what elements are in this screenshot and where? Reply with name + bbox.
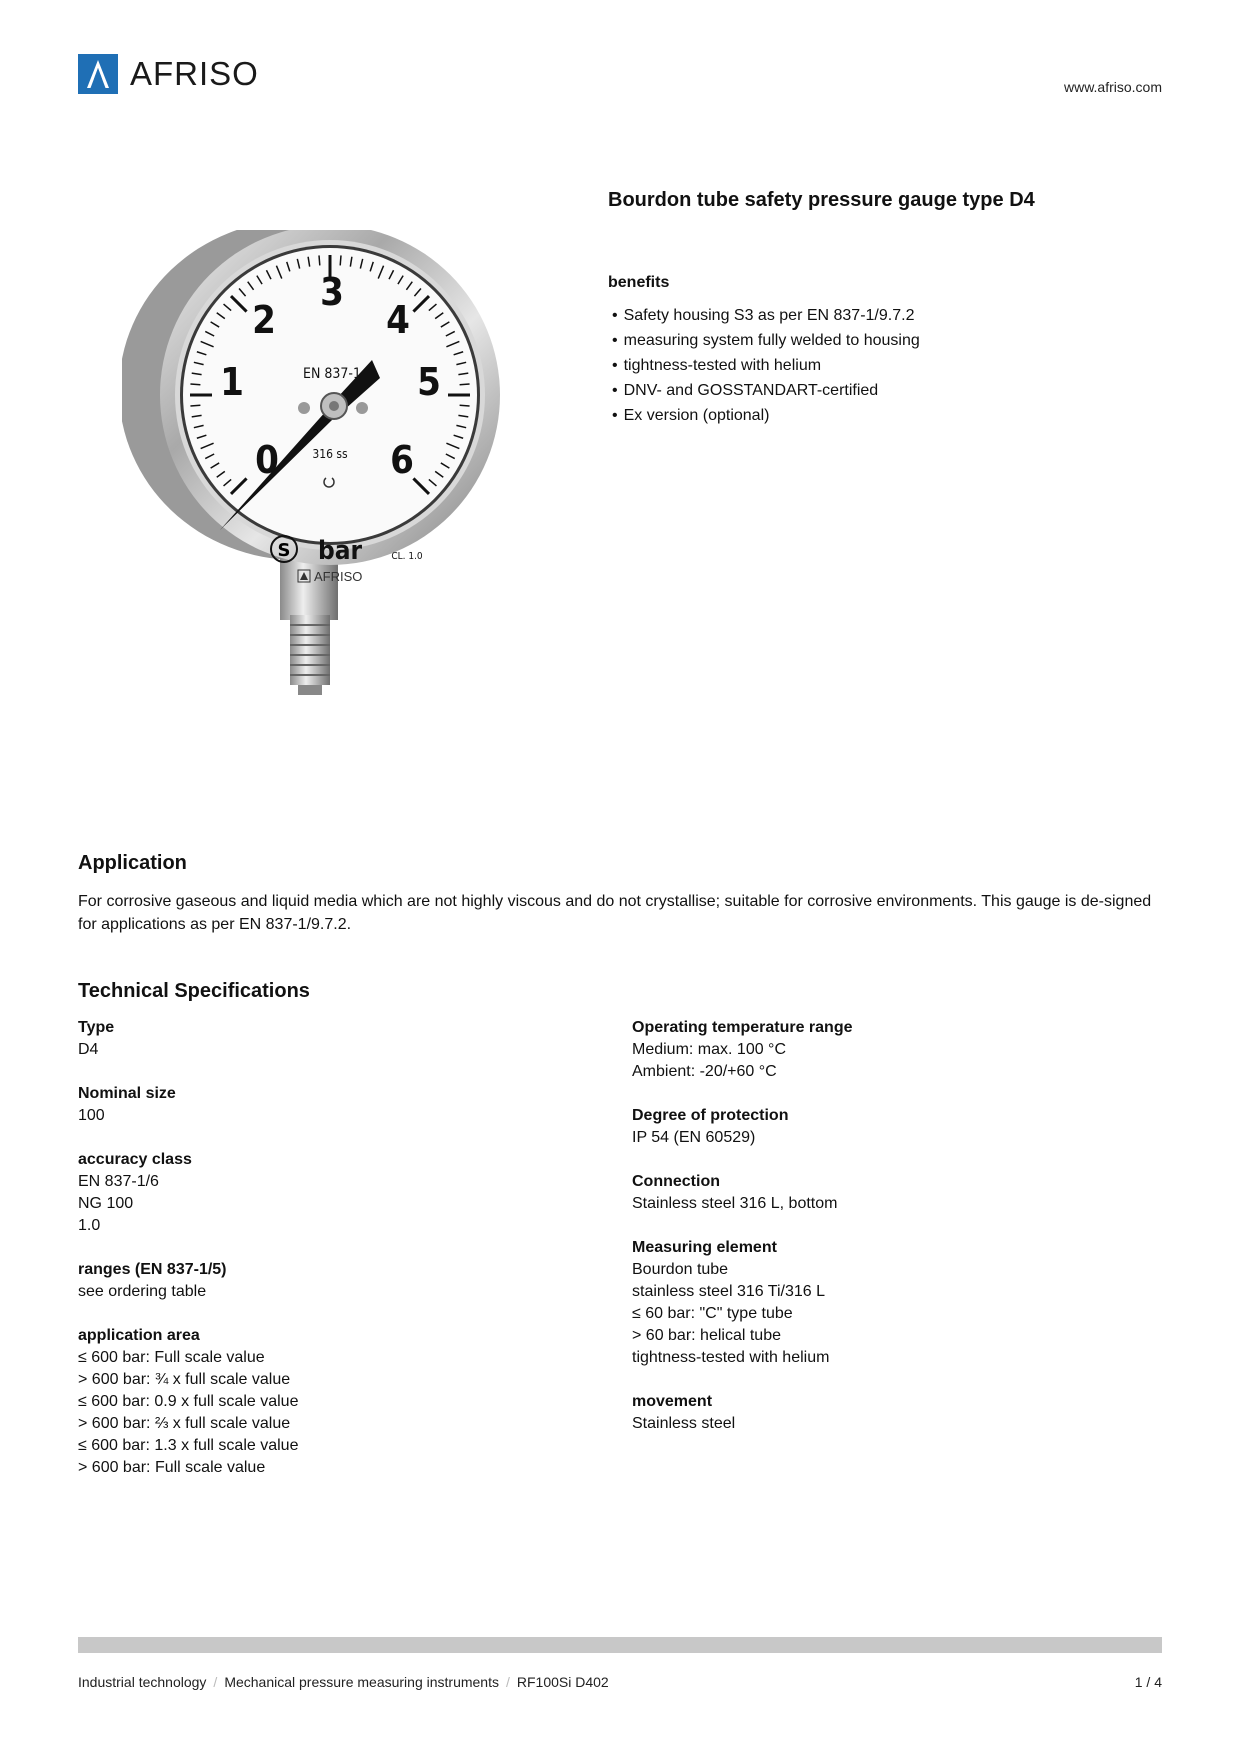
breadcrumb-item[interactable]: Mechanical pressure measuring instruments — [224, 1674, 499, 1690]
spec-label: Connection — [632, 1173, 720, 1190]
dial-standard: EN 837-1 — [303, 366, 361, 382]
dial-number-5: 5 — [417, 360, 441, 404]
website-link[interactable]: www.afriso.com — [1063, 79, 1162, 95]
specs-heading: Technical Specifications — [78, 980, 310, 1002]
spec-value: ≤ 600 bar: Full scale value — [78, 1349, 265, 1366]
spec-value: Bourdon tube — [632, 1261, 729, 1278]
dial-tick — [340, 255, 341, 265]
breadcrumb — [78, 1674, 609, 1690]
breadcrumb-separator: / — [213, 1674, 218, 1690]
spec-value: Medium: max. 100 °C — [632, 1041, 787, 1058]
dial-tick — [190, 405, 200, 406]
spec-label: ranges (EN 837-1/5) — [78, 1261, 227, 1278]
benefit-item: • DNV- and GOSSTANDART-certified — [612, 378, 920, 403]
dial-safety-symbol: S — [277, 540, 291, 561]
spec-degree-of-protection — [632, 1105, 1132, 1149]
dial-number-3: 3 — [320, 270, 344, 314]
spec-value: tightness-tested with helium — [632, 1349, 830, 1366]
dial-material: 316 ss — [312, 447, 348, 461]
product-title: Bourdon tube safety pressure gauge type D4 — [608, 189, 1035, 211]
dial-class: CL. 1.0 — [391, 551, 423, 562]
spec-connection — [632, 1171, 1132, 1215]
spec-label: Type — [78, 1019, 115, 1036]
dial-tick — [319, 255, 320, 265]
spec-operating-temperature — [632, 1017, 1132, 1083]
benefit-item: • Ex version (optional) — [612, 403, 920, 428]
spec-value: ≤ 600 bar: 1.3 x full scale value — [78, 1437, 299, 1454]
spec-label: Operating temperature range — [632, 1019, 853, 1036]
spec-nominal-size — [78, 1083, 578, 1127]
breadcrumb-separator: / — [506, 1674, 510, 1690]
spec-value: EN 837-1/6 — [78, 1173, 159, 1190]
spec-value: Ambient: -20/+60 °C — [632, 1063, 777, 1080]
spec-measuring-element — [632, 1237, 1132, 1369]
spec-ranges — [78, 1259, 578, 1303]
benefits-heading: benefits — [608, 274, 670, 291]
dial-brand: AFRISO — [314, 569, 363, 584]
spec-value: 100 — [78, 1107, 105, 1124]
pressure-gauge-image — [122, 230, 522, 770]
spec-value: IP 54 (EN 60529) — [632, 1129, 756, 1146]
spec-movement — [632, 1391, 1132, 1435]
spec-value: ≤ 60 bar: "C" type tube — [632, 1305, 793, 1322]
application-text: For corrosive gaseous and liquid media which are not highly viscous and do not crystallise; suitable for corrosive environments. This gauge is de-signed for applications as per EN 837-1/9.7.2. — [78, 893, 1152, 933]
benefit-item: • Safety housing S3 as per EN 837-1/9.7.2 — [612, 303, 920, 328]
page-number: 1 / 4 — [1134, 1674, 1162, 1690]
dial-unit: bar — [317, 536, 363, 566]
spec-value: > 600 bar: ¾ x full scale value — [78, 1371, 291, 1388]
dial-number-2: 2 — [252, 298, 276, 342]
specs-left-column — [78, 1017, 578, 1501]
spec-value: > 600 bar: ⅔ x full scale value — [78, 1415, 291, 1432]
breadcrumb-item[interactable]: Industrial technology — [78, 1674, 207, 1690]
afriso-logo-icon — [78, 54, 118, 94]
dial-number-6: 6 — [390, 438, 414, 482]
specs-right-column — [632, 1017, 1132, 1457]
breadcrumb-item[interactable]: RF100Si D402 — [516, 1674, 609, 1690]
dial-number-0: 0 — [255, 438, 279, 482]
spec-value: ≤ 600 bar: 0.9 x full scale value — [78, 1393, 299, 1410]
spec-label: Degree of protection — [632, 1107, 789, 1124]
spec-type — [78, 1017, 578, 1061]
dial-tick — [190, 384, 200, 385]
spec-value: 1.0 — [78, 1217, 101, 1234]
spec-label: accuracy class — [78, 1151, 192, 1168]
spec-value: Stainless steel 316 L, bottom — [632, 1195, 838, 1212]
spec-label: Nominal size — [78, 1085, 176, 1102]
dial-number-4: 4 — [386, 298, 410, 342]
spec-value: stainless steel 316 Ti/316 L — [632, 1283, 826, 1300]
spec-label: Measuring element — [632, 1239, 777, 1256]
benefits-list — [612, 303, 920, 428]
brand-name: AFRISO — [130, 55, 259, 92]
spec-label: application area — [78, 1327, 200, 1344]
spec-value: see ordering table — [78, 1283, 207, 1300]
spec-application-area — [78, 1325, 578, 1479]
dial-tick — [460, 405, 470, 406]
brand-logo[interactable] — [78, 54, 259, 94]
spec-value: D4 — [78, 1041, 99, 1058]
spec-value: Stainless steel — [632, 1415, 736, 1432]
spec-value: > 60 bar: helical tube — [632, 1327, 781, 1344]
spec-accuracy-class — [78, 1149, 578, 1237]
application-heading: Application — [78, 852, 187, 874]
benefit-item: • measuring system fully welded to housing — [612, 328, 920, 353]
dial-tick — [460, 384, 470, 385]
spec-label: movement — [632, 1393, 713, 1410]
spec-value: NG 100 — [78, 1195, 134, 1212]
footer-bar — [78, 1637, 1162, 1653]
benefit-item: • tightness-tested with helium — [612, 353, 920, 378]
dial-number-1: 1 — [220, 360, 244, 404]
spec-value: > 600 bar: Full scale value — [78, 1459, 266, 1476]
